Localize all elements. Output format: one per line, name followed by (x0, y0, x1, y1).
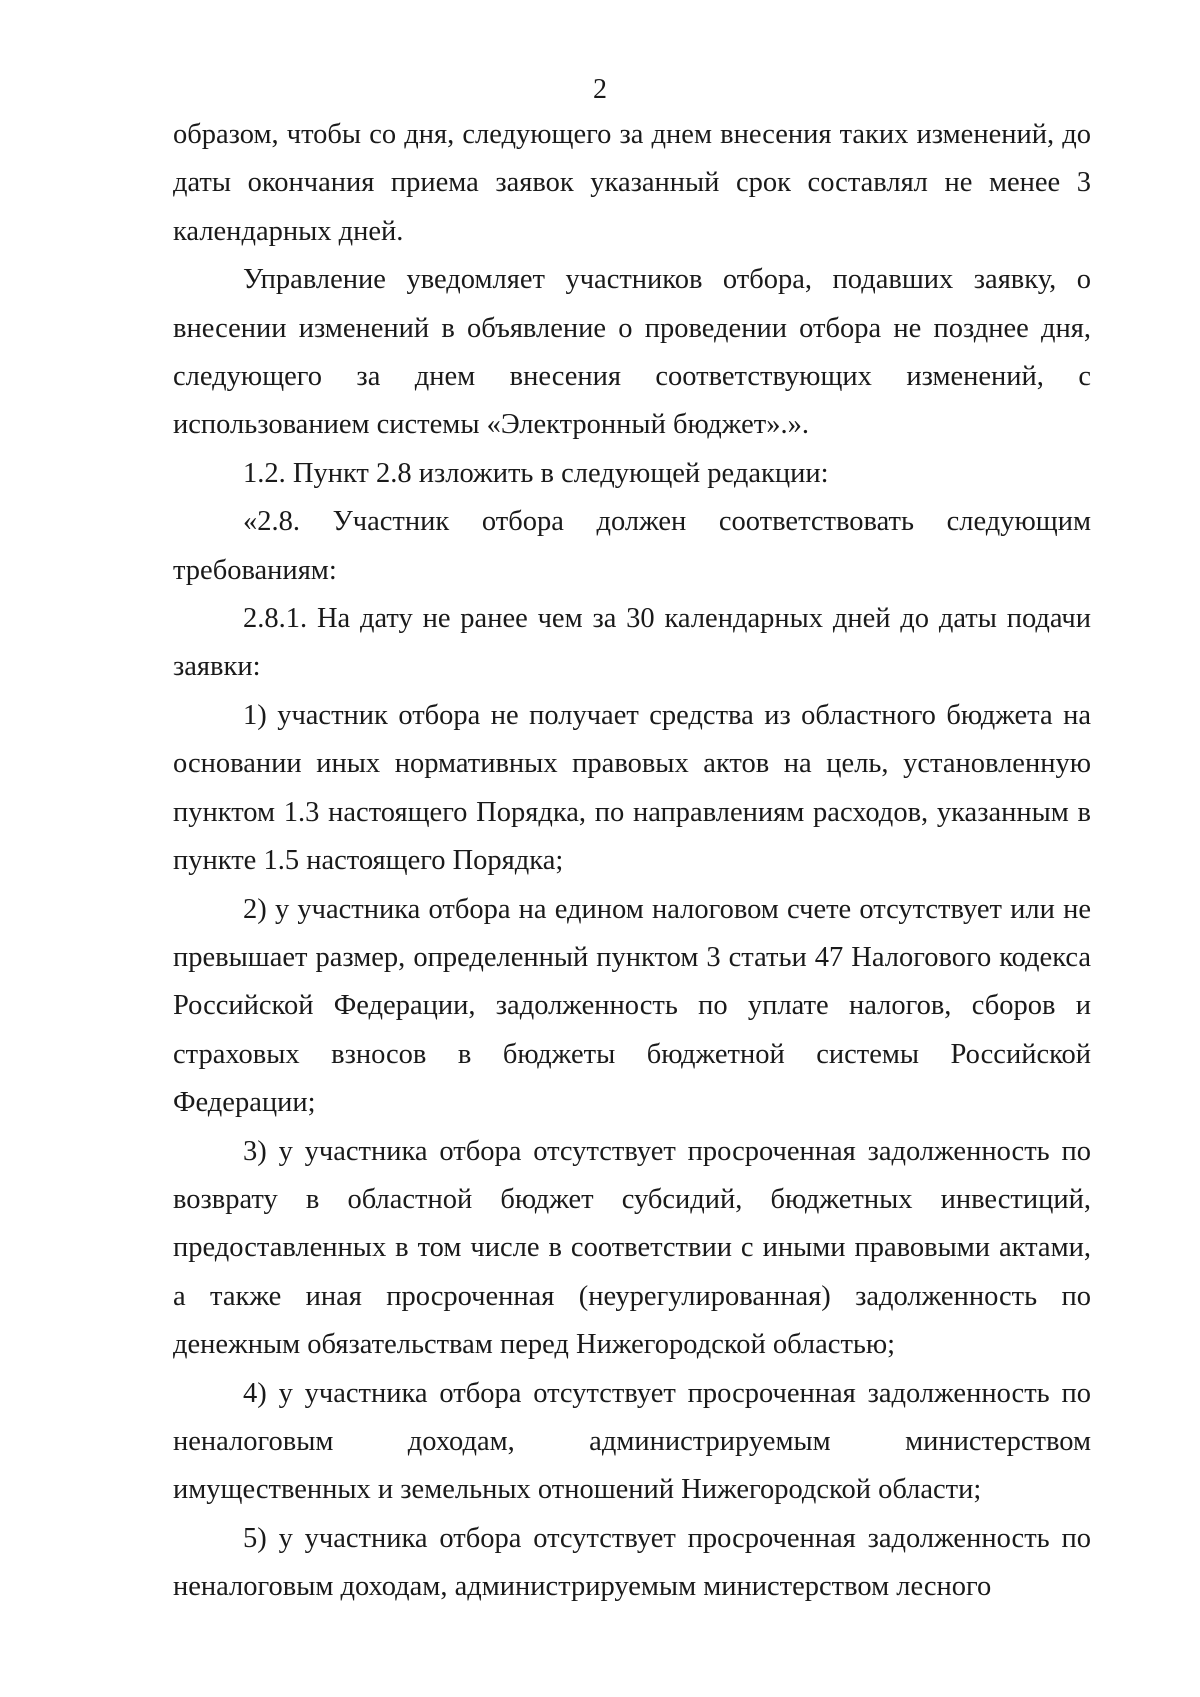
paragraph: 1.2. Пункт 2.8 изложить в следующей редакции: (243, 457, 829, 489)
paragraph: 3) у участника отбора отсутствует просроченная задолженность по возврату в областной бюджет субсидий, бюджетных инвестиций, предоставленных в том числе в соответствии с иными правовыми актами, а также иная просроченная (неурегулированная) задолженность по денежным обязательствам перед Нижегородской областью; (173, 1135, 1091, 1361)
paragraph: образом, чтобы со дня, следующего за днем внесения таких изменений, до даты окончания приема заявок указанный срок составлял не менее 3 календарных дней. (173, 119, 1091, 247)
paragraph: 2) у участника отбора на едином налоговом счете отсутствует или не превышает размер, определенный пунктом 3 статьи 47 Налогового кодекса Российской Федерации, задолженность по уплате налогов, сборов и страховых взносов в бюджеты бюджетной системы Российской Федерации; (173, 893, 1091, 1119)
document-body (173, 111, 1091, 1612)
page-number: 2 (593, 74, 607, 105)
paragraph: 2.8.1. На дату не ранее чем за 30 календарных дней до даты подачи заявки: (173, 603, 1091, 683)
paragraph: Управление уведомляет участников отбора, подавших заявку, о внесении изменений в объявление о проведении отбора не позднее дня, следующего за днем внесения соответствующих изменений, с использованием системы «Электронный бюджет».». (173, 264, 1091, 441)
paragraph: «2.8. Участник отбора должен соответствовать следующим требованиям: (173, 506, 1091, 586)
paragraph: 5) у участника отбора отсутствует просроченная задолженность по неналоговым доходам, администрируемым министерством лесного (173, 1522, 1091, 1603)
paragraph: 4) у участника отбора отсутствует просроченная задолженность по неналоговым доходам, администрируемым министерством имущественных и земельных отношений Нижегородской области; (173, 1377, 1091, 1506)
paragraph: 1) участник отбора не получает средства из областного бюджета на основании иных нормативных правовых актов на цель, установленную пунктом 1.3 настоящего Порядка, по направлениям расходов, указанным в пункте 1.5 настоящего Порядка; (173, 699, 1091, 877)
